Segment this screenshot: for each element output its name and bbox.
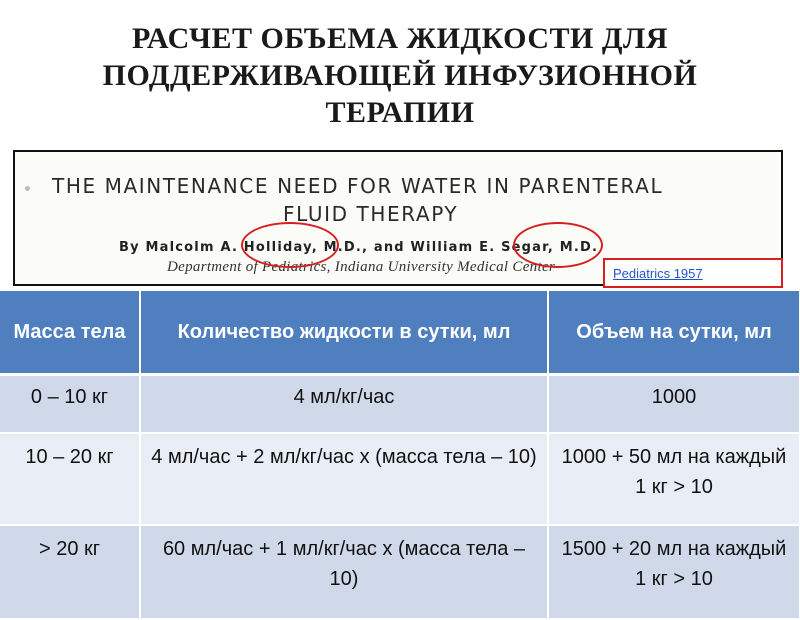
table-row xyxy=(0,433,800,525)
segar-highlight-circle xyxy=(513,222,603,268)
slide-title xyxy=(0,20,800,131)
cell-volume: 1000 xyxy=(548,375,800,434)
article-heading-line-2: FLUID THERAPY xyxy=(283,202,459,226)
reference-link[interactable]: Pediatrics 1957 xyxy=(613,266,703,281)
cell-mass: 0 – 10 кг xyxy=(0,375,140,434)
table-row xyxy=(0,525,800,619)
cell-fluid: 4 мл/час + 2 мл/кг/час х (масса тела – 10) xyxy=(140,433,548,525)
cell-volume: 1500 + 20 мл на каждый 1 кг > 10 xyxy=(548,525,800,619)
cell-mass: > 20 кг xyxy=(0,525,140,619)
cell-fluid: 4 мл/кг/час xyxy=(140,375,548,434)
article-heading-line-1: THE MAINTENANCE NEED FOR WATER IN PARENTERAL xyxy=(52,174,664,198)
title-line-1: РАСЧЕТ ОБЪЕМА ЖИДКОСТИ ДЛЯ xyxy=(131,22,669,55)
table-header-row xyxy=(0,291,800,375)
fluid-volume-table xyxy=(0,291,800,620)
header-daily-volume: Объем на сутки, мл xyxy=(548,291,800,375)
cell-volume: 1000 + 50 мл на каждый 1 кг > 10 xyxy=(548,433,800,525)
cell-mass: 10 – 20 кг xyxy=(0,433,140,525)
holliday-highlight-circle xyxy=(241,222,339,268)
bullet-dot xyxy=(25,186,30,191)
title-line-2: ПОДДЕРЖИВАЮЩЕЙ ИНФУЗИОННОЙ xyxy=(102,59,698,92)
header-body-mass: Масса тела xyxy=(0,291,140,375)
article-department: Department of Pediatrics, Indiana University Medical Center xyxy=(167,259,556,275)
header-fluid-amount: Количество жидкости в сутки, мл xyxy=(140,291,548,375)
reference-box xyxy=(603,258,783,288)
cell-fluid: 60 мл/час + 1 мл/кг/час х (масса тела – 10) xyxy=(140,525,548,619)
article-authors: By Malcolm A. Holliday, M.D., and William E. Segar, M.D. xyxy=(119,240,599,255)
table-row xyxy=(0,375,800,434)
title-line-3: ТЕРАПИИ xyxy=(325,96,475,129)
